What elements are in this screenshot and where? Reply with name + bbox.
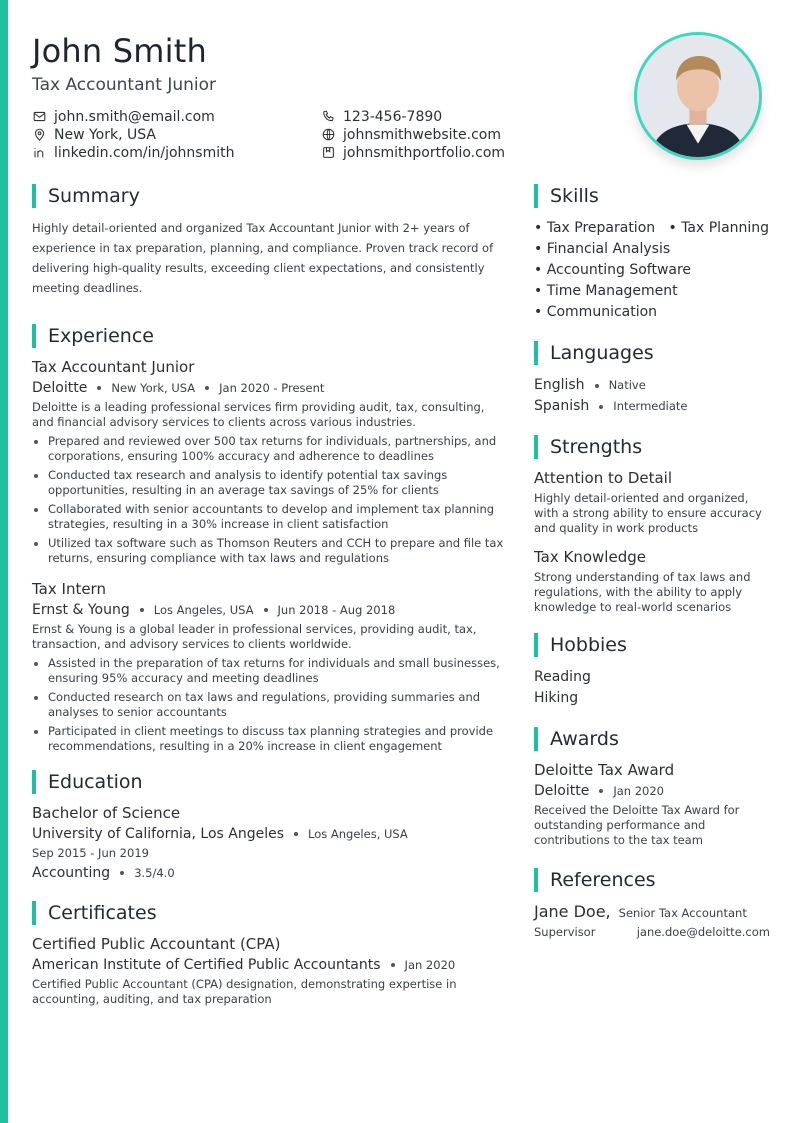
heading-accent	[534, 727, 538, 751]
bullet-item: Conducted research on tax laws and regulations, providing summaries and analyses to senior accountants	[32, 690, 508, 720]
strength-title: Attention to Detail	[534, 469, 673, 487]
education-field-meta	[32, 865, 508, 881]
languages-heading-text: Languages	[550, 342, 654, 364]
job-company: Ernst & Young	[32, 602, 130, 618]
phone-text: 123-456-7890	[343, 108, 443, 125]
strengths-section	[534, 435, 770, 615]
contact-linkedin[interactable]	[32, 144, 321, 161]
summary-text: Highly detail-oriented and organized Tax Accountant Junior with 2+ years of experience in tax preparation, planning, and compliance. Proven track record of delivering high-quality results, exceeding client expectations, and consistently meeting deadlines.	[32, 221, 494, 295]
job-description: Deloitte is a leading professional services firm providing audit, tax, consulting, and financial advisory services to clients across various industries.	[32, 400, 485, 429]
email-text: john.smith@email.com	[54, 108, 215, 125]
location-pin-icon	[32, 128, 46, 142]
heading-accent	[534, 633, 538, 657]
degree: Bachelor of Science	[32, 804, 181, 822]
education-heading-text: Education	[48, 771, 143, 793]
job-bullets	[32, 656, 508, 754]
strength-title: Tax Knowledge	[534, 548, 646, 566]
languages-heading	[534, 341, 770, 365]
job-location: New York, USA	[111, 381, 196, 395]
job-entry	[32, 580, 508, 754]
job-role: Tax Intern	[32, 580, 106, 598]
award-title: Deloitte Tax Award	[534, 761, 675, 779]
awards-section	[534, 727, 770, 848]
references-section	[534, 868, 770, 939]
job-bullets	[32, 434, 508, 566]
certificate-description: Certified Public Accountant (CPA) designation, demonstrating expertise in accounting, auditing, and tax preparation	[32, 977, 457, 1006]
location-text: New York, USA	[54, 126, 156, 143]
skills-heading-text: Skills	[550, 185, 599, 207]
heading-accent	[32, 901, 36, 925]
separator-dot	[294, 832, 298, 836]
skill-line: • Time Management	[534, 283, 678, 299]
certificate-meta	[32, 957, 508, 973]
profile-photo	[634, 32, 762, 160]
skills-section	[534, 184, 770, 323]
job-description: Ernst & Young is a global leader in professional services, providing audit, tax, transaction, and advisory services to clients worldwide.	[32, 622, 477, 651]
contact-portfolio[interactable]	[321, 144, 581, 161]
heading-accent	[534, 184, 538, 208]
strengths-heading	[534, 435, 770, 459]
experience-section	[32, 324, 508, 754]
portfolio-text: johnsmithportfolio.com	[343, 144, 506, 161]
strength-item	[534, 469, 770, 536]
awards-heading-text: Awards	[550, 728, 619, 750]
references-heading-text: References	[550, 869, 656, 891]
job-dates: Jun 2018 - Aug 2018	[277, 603, 396, 617]
school-location: Los Angeles, USA	[308, 827, 408, 841]
right-column	[534, 184, 770, 939]
certificate-issuer: American Institute of Certified Public Accountants	[32, 957, 381, 973]
hobbies-section	[534, 633, 770, 709]
heading-accent	[32, 324, 36, 348]
language-item	[534, 396, 770, 417]
certificates-heading	[32, 901, 508, 925]
skill-line: • Tax Preparation • Tax Planning	[534, 220, 770, 236]
accent-bar	[0, 0, 8, 1123]
field-of-study: Accounting	[32, 865, 111, 881]
resume-header	[32, 30, 592, 95]
strengths-heading-text: Strengths	[550, 436, 643, 458]
hobby-item: Reading	[534, 669, 591, 685]
job-location: Los Angeles, USA	[153, 603, 254, 617]
reference-email[interactable]: jane.doe@deloitte.com	[636, 925, 770, 939]
language-name: Spanish	[534, 398, 590, 414]
summary-heading	[32, 184, 508, 208]
certificate-date: Jan 2020	[404, 958, 456, 972]
contact-phone[interactable]	[321, 108, 581, 125]
bullet-item: Prepared and reviewed over 500 tax returns for individuals, partnerships, and corporations, ensuring 100% accuracy and adherence to deadlines	[32, 434, 508, 464]
heading-accent	[32, 184, 36, 208]
phone-icon	[321, 110, 335, 124]
website-text: johnsmithwebsite.com	[343, 126, 501, 143]
contact-website[interactable]	[321, 126, 581, 143]
summary-section	[32, 184, 508, 298]
education-heading	[32, 770, 508, 794]
separator-dot	[595, 384, 599, 388]
school: University of California, Los Angeles	[32, 826, 285, 842]
reference-name: Jane Doe,	[534, 902, 611, 921]
skills-list	[534, 218, 770, 323]
strength-desc: Highly detail-oriented and organized, with a strong ability to ensure accuracy and quality in work products	[534, 491, 762, 535]
heading-accent	[534, 435, 538, 459]
education-meta	[32, 826, 508, 842]
separator-dot	[97, 386, 101, 390]
certificates-heading-text: Certificates	[48, 902, 157, 924]
reference-relation: Supervisor	[534, 925, 596, 939]
education-section	[32, 770, 508, 881]
contact-list	[32, 108, 592, 161]
hobbies-heading	[534, 633, 770, 657]
language-name: English	[534, 377, 585, 393]
profile-photo-avatar	[637, 35, 759, 157]
separator-dot	[120, 871, 124, 875]
certificates-section	[32, 901, 508, 1007]
award-org: Deloitte	[534, 783, 590, 799]
language-item	[534, 375, 770, 396]
mail-icon	[32, 110, 46, 124]
award-meta	[534, 783, 770, 799]
linkedin-text: linkedin.com/in/johnsmith	[54, 144, 235, 161]
bullet-item: Conducted tax research and analysis to identify potential tax savings opportunities, resulting in an average tax savings of 25% for clients	[32, 468, 508, 498]
globe-icon	[321, 128, 335, 142]
reference-row	[534, 902, 770, 921]
heading-accent	[32, 770, 36, 794]
experience-heading	[32, 324, 508, 348]
award-desc: Received the Deloitte Tax Award for outstanding performance and contributions to the tax team	[534, 803, 740, 847]
bullet-item: Assisted in the preparation of tax returns for individuals and small businesses, ensuring 95% accuracy and meeting deadlines	[32, 656, 508, 686]
job-meta	[32, 602, 508, 618]
gpa: 3.5/4.0	[134, 866, 175, 880]
job-meta	[32, 380, 508, 396]
job-role: Tax Accountant Junior	[32, 358, 195, 376]
award-date: Jan 2020	[613, 784, 664, 798]
language-level: Native	[608, 378, 646, 392]
hobby-item: Hiking	[534, 690, 579, 706]
candidate-name: John Smith	[32, 32, 207, 70]
separator-dot	[205, 386, 209, 390]
education-dates: Sep 2015 - Jun 2019	[32, 846, 149, 860]
heading-accent	[534, 868, 538, 892]
separator-dot	[599, 405, 603, 409]
heading-accent	[534, 341, 538, 365]
languages-section	[534, 341, 770, 417]
summary-heading-text: Summary	[48, 185, 140, 207]
contact-email[interactable]	[32, 108, 321, 125]
certificate-name: Certified Public Accountant (CPA)	[32, 935, 281, 953]
separator-dot	[264, 608, 268, 612]
language-level: Intermediate	[613, 399, 688, 413]
awards-heading	[534, 727, 770, 751]
job-dates: Jan 2020 - Present	[219, 381, 325, 395]
skills-heading	[534, 184, 770, 208]
skill-line: • Financial Analysis	[534, 241, 671, 257]
bullet-item: Participated in client meetings to discuss tax planning strategies and provide recommendations, resulting in a 20% increase in client engagement	[32, 724, 508, 754]
skill-line: • Accounting Software	[534, 262, 692, 278]
experience-heading-text: Experience	[48, 325, 154, 347]
linkedin-icon	[32, 146, 46, 160]
reference-details	[534, 925, 770, 939]
candidate-title: Tax Accountant Junior	[32, 75, 217, 95]
bullet-item: Collaborated with senior accountants to develop and implement tax planning strategies, resulting in a 30% increase in client satisfaction	[32, 502, 508, 532]
strength-item	[534, 548, 770, 615]
job-company: Deloitte	[32, 380, 88, 396]
reference-position: Senior Tax Accountant	[618, 906, 747, 920]
contact-location	[32, 126, 321, 143]
hobbies-heading-text: Hobbies	[550, 634, 627, 656]
bullet-item: Utilized tax software such as Thomson Reuters and CCH to prepare and file tax returns, ensuring compliance with tax laws and regulations	[32, 536, 508, 566]
references-heading	[534, 868, 770, 892]
portfolio-icon	[321, 146, 335, 160]
job-entry	[32, 358, 508, 566]
left-column	[32, 184, 508, 1011]
separator-dot	[599, 789, 603, 793]
separator-dot	[391, 963, 395, 967]
separator-dot	[140, 608, 144, 612]
strength-desc: Strong understanding of tax laws and regulations, with the ability to apply knowledge to real-world scenarios	[534, 570, 751, 614]
skill-line: • Communication	[534, 304, 658, 320]
